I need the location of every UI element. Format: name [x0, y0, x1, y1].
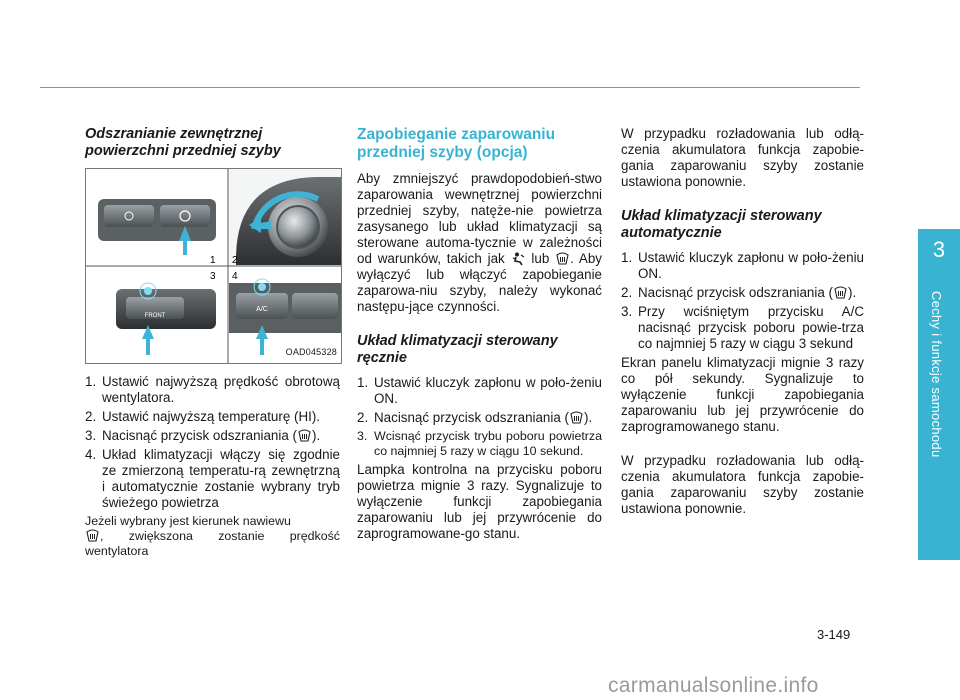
climate-panel-illustration	[86, 169, 341, 363]
column-2	[357, 126, 602, 542]
list-item: 1. Ustawić najwyższą prędkość obrotową wentylatora.	[85, 374, 340, 405]
list-item: 4. Układ klimatyzacji włączy się zgodnie ze zmierzoną temperatu-rą zewnętrzną i automatycznie zostanie wybrany tryb świeżego powietrza	[85, 447, 340, 510]
temperature-knob	[229, 169, 341, 265]
paragraph-panel-blink: Ekran panelu klimatyzacji mignie 3 razy co pół sekundy. Sygnalizuje to wyłączenie funkcji zapobiegania zaparowaniu lub jej przywrócenie do zaprogramowanego stanu.	[621, 355, 864, 434]
front-button-label: FRONT	[144, 313, 166, 319]
subheading-manual: Układ klimatyzacji sterowany ręcznie	[357, 333, 558, 366]
column-1	[85, 126, 340, 559]
figure-label-4: 4	[232, 271, 238, 282]
defrost-icon	[555, 252, 570, 266]
list-item: 2. Ustawić najwyższą temperaturę (HI).	[85, 409, 321, 424]
section-heading-defog: Zapobieganie zaparowaniu przedniej szyby (opcja)	[357, 126, 556, 161]
paragraph-battery-1: W przypadku rozładowania lub odłą-czenia akumulatora funkcja zapobie-gania zaparowaniu szyby zostanie ustawiona ponownie.	[621, 126, 864, 189]
note: Jeżeli wybrany jest kierunek nawiewu , zwiększona zostanie prędkość wentylatora	[85, 514, 340, 558]
figure-label-1: 1	[210, 255, 216, 266]
section-heading-exterior-defrost: Odszranianie zewnętrznej powierzchni przedniej szyby	[85, 126, 281, 159]
defrost-icon	[85, 529, 100, 543]
paragraph-outro: Lampka kontrolna na przycisku poboru powietrza mignie 3 razy. Sygnalizuje to wyłączenie funkcji zapobiegania zaparowaniu lub jej przywrócenie do zaprogramowane-go stanu.	[357, 462, 602, 541]
floor-defrost-mode-icon	[511, 252, 526, 266]
chapter-tab	[918, 229, 960, 560]
paragraph-battery-2: W przypadku rozładowania lub odłą-czenia akumulatora funkcja zapobie-gania zaparowaniu szyby zostanie ustawiona ponownie.	[621, 453, 864, 516]
figure-code: OAD045328	[285, 347, 337, 357]
list-item: 2. Nacisnąć przycisk odszraniania ( ).	[357, 410, 593, 425]
list-item: 1. Ustawić kluczyk zapłonu w poło-żeniu ON.	[357, 375, 602, 406]
defrost-icon	[833, 286, 848, 300]
defrost-icon	[569, 411, 584, 425]
header-rule	[40, 87, 860, 88]
watermark: carmanualsonline.info	[608, 674, 819, 697]
list-item: 1. Ustawić kluczyk zapłonu w poło-żeniu ON.	[621, 250, 864, 281]
figure-label-2: 2	[232, 255, 238, 266]
list-item: 3. Przy wciśniętym przycisku A/C nacisnąć przycisk poboru powie-trza co najmniej 5 razy w ciągu 3 sekund	[621, 304, 864, 351]
paragraph-intro: Aby zmniejszyć prawdopodobień-stwo zaparowania wewnętrznej powierzchni przedniej szyby, natęże-nie powietrza zasysanego lub układ klimatyzacji są sterowane automa-tycznie w zależności od warunków, takich jak lub . Aby wyłączyć lub włączyć zapobieganie zaparowa-niu szyby, należy wykonać następu-jące czynności.	[357, 171, 602, 314]
chapter-number: 3	[932, 237, 946, 262]
list-item: 3. Nacisnąć przycisk odszraniania ( ).	[85, 428, 321, 443]
climate-control-figure	[85, 168, 342, 364]
list-item: 2. Nacisnąć przycisk odszraniania ( ).	[621, 285, 857, 300]
figure-label-3: 3	[210, 271, 216, 282]
ac-button-label: A/C	[256, 306, 268, 313]
page-number: 3-149	[817, 627, 851, 642]
chapter-title: Cechy i funkcje samochodu	[929, 291, 944, 458]
subheading-automatic: Układ klimatyzacji sterowany automatycznie	[621, 208, 822, 241]
column-3	[621, 126, 864, 517]
list-item: 3. Wcisnąć przycisk trybu poboru powietrza co najmniej 5 razy w ciągu 10 sekund.	[357, 429, 602, 458]
defrost-icon	[297, 429, 312, 443]
